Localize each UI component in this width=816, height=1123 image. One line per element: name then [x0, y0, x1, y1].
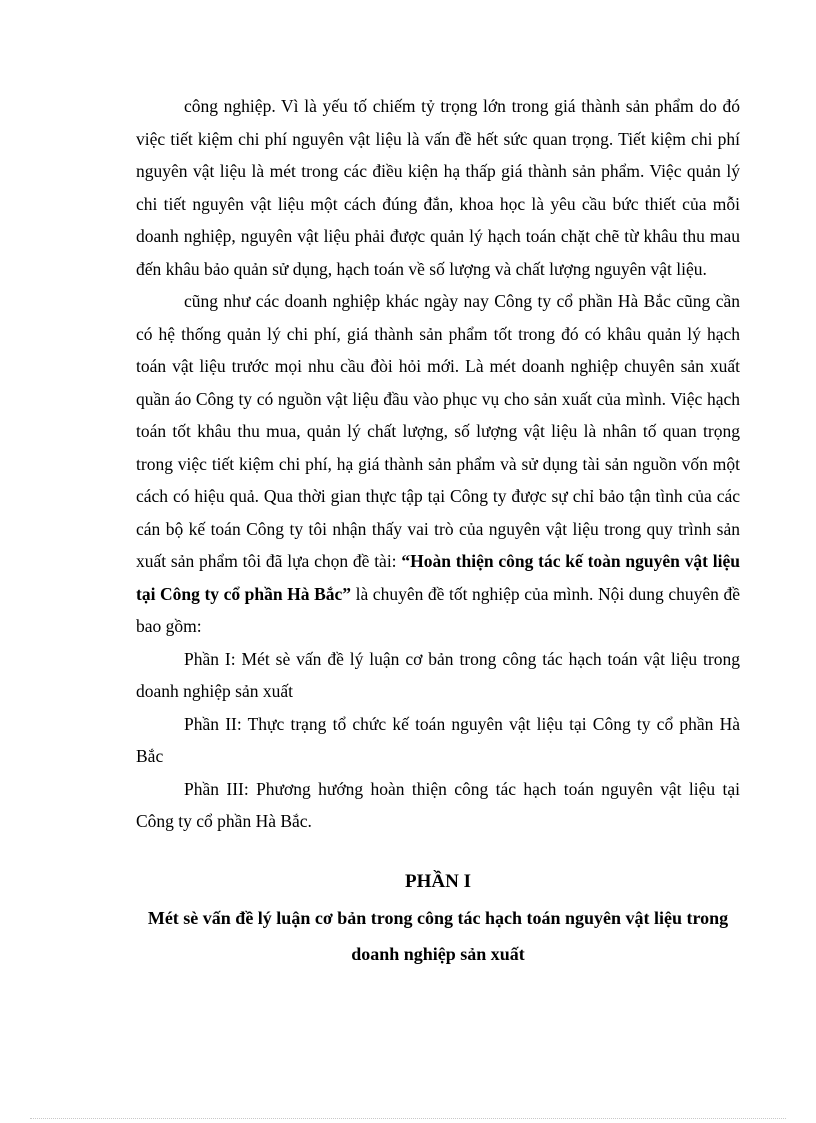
company-intro-text: cũng như các doanh nghiệp khác ngày nay Công ty cổ phần Hà Bắc cũng cần có hệ thống quản lý chi phí, giá thành sản phẩm tốt trong đó có khâu quản lý hạch toán vật liệu trước mọi nhu cầu đòi hỏi mới. Là mét doanh nghiệp chuyên sản xuất quần áo Công ty có nguồn vật liệu đầu vào phục vụ cho sản xuất của mình. Việc hạch toán tốt khâu thu mua, quản lý chất lượng, số lượng vật liệu là nhân tố quan trọng trong việc tiết kiệm chi phí, hạ giá thành sản phẩm và sử dụng tài sản nguồn vốn một cách có hiệu quả. Qua thời gian thực tập tại Công ty được sự chỉ bảo tận tình của các cán bộ kế toán Công ty tôi nhận thấy vai trò của nguyên vật liệu trong quy trình sản xuất sản phẩm tôi đã lựa chọn đề tài: [136, 291, 740, 571]
section-title: PHẦN I [405, 870, 471, 892]
outline-part-3: Phần III: Phương hướng hoàn thiện công tác hạch toán nguyên vật liệu tại Công ty cổ phần Hà Bắc. [136, 778, 740, 831]
page-bottom-divider [30, 1118, 786, 1119]
paragraph-company-intro [136, 285, 740, 643]
outline-part-2: Phần II: Thực trạng tổ chức kế toán nguyên vật liệu tại Công ty cổ phần Hà Bắc [136, 713, 740, 766]
paragraph-material-cost: công nghiệp. Vì là yếu tố chiếm tỷ trọng lớn trong giá thành sản phẩm do đó việc tiết kiệm chi phí nguyên vật liệu là vấn đề hết sức quan trọng. Tiết kiệm chi phí nguyên vật liệu là mét trong các điều kiện hạ thấp giá thành sản phẩm. Việc quản lý chi tiết nguyên vật liệu một cách đúng đắn, khoa học là yêu cầu bức thiết của mỗi doanh nghiệp, nguyên vật liệu phải được quản lý hạch toán chặt chẽ từ khâu thu mau đến khâu bảo quản sử dụng, hạch toán về số lượng và chất lượng nguyên vật liệu. [136, 96, 740, 279]
company-intro-ending: là chuyên đề tốt nghiệp của mình. Nội dung chuyên đề bao gồm: [136, 583, 740, 636]
section-subtitle: Mét sè vấn đề lý luận cơ bản trong công tác hạch toán nguyên vật liệu trong doanh nghiệp sản xuất [147, 907, 729, 964]
thesis-topic: “Hoàn thiện công tác kế toàn nguyên vật liệu tại Công ty cổ phần Hà Bắc” [136, 551, 740, 604]
outline-part-1: Phần I: Mét sè vấn đề lý luận cơ bản trong công tác hạch toán vật liệu trong doanh nghiệp sản xuất [136, 648, 740, 701]
document-page [136, 90, 740, 972]
